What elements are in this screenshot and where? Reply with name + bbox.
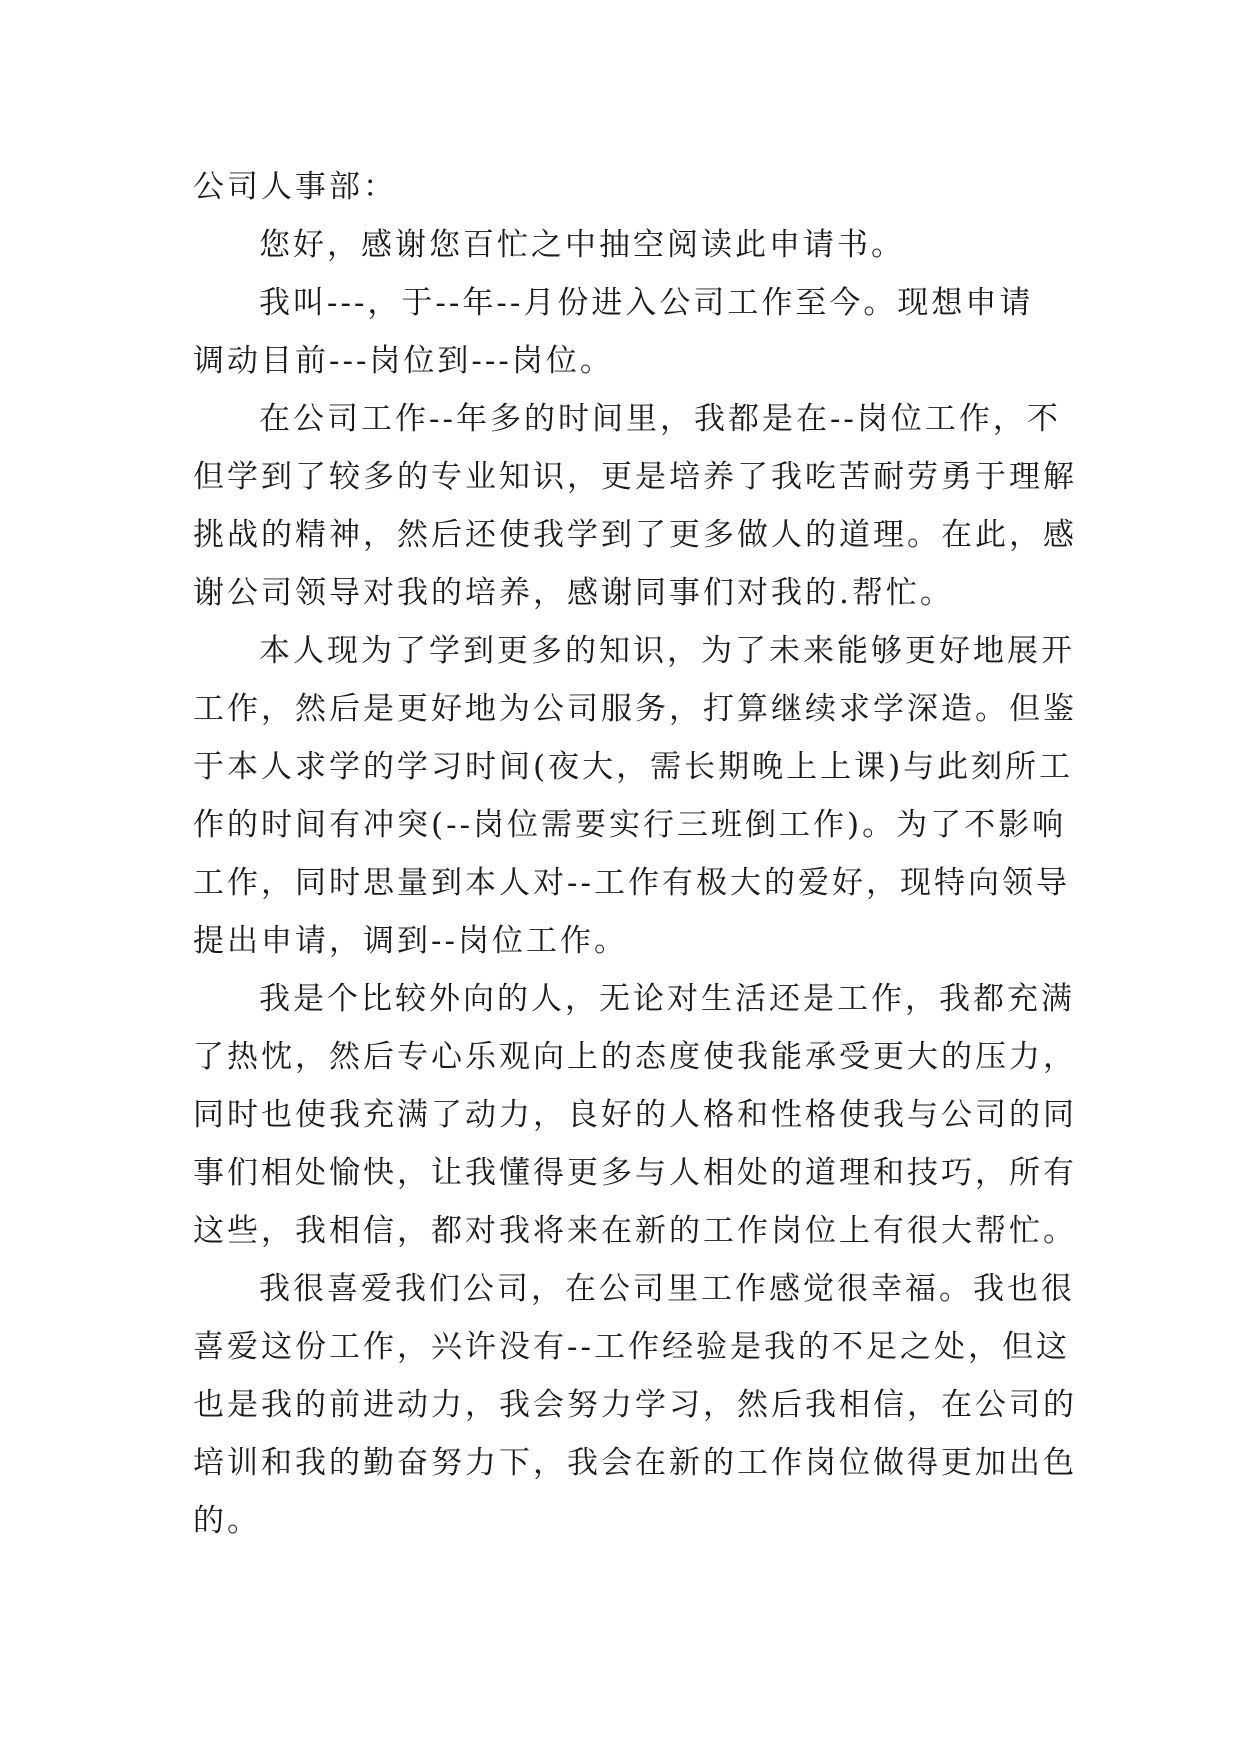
paragraph-line: 调动目前---岗位到---岗位。 xyxy=(193,343,614,379)
paragraph-line: 您好，感谢您百忙之中抽空阅读此申请书。 xyxy=(259,227,905,263)
paragraph-line: 培训和我的勤奋努力下，我会在新的工作岗位做得更加出色 xyxy=(193,1445,1077,1481)
paragraph-line: 喜爱这份工作，兴许没有--工作经验是我的不足之处，但这 xyxy=(193,1329,1070,1365)
paragraph-line: 于本人求学的学习时间(夜大，需长期晚上上课)与此刻所工 xyxy=(193,749,1074,785)
paragraph-line: 同时也使我充满了动力，良好的人格和性格使我与公司的同 xyxy=(193,1097,1077,1133)
paragraph-experience xyxy=(193,390,1077,622)
paragraph-line: 了热忱，然后专心乐观向上的态度使我能承受更大的压力， xyxy=(193,1039,1077,1075)
paragraph-line: 工作，同时思量到本人对--工作有极大的爱好，现特向领导 xyxy=(193,865,1070,901)
paragraph-line: 事们相处愉快，让我懂得更多与人相处的道理和技巧，所有 xyxy=(193,1155,1077,1191)
paragraph-greeting xyxy=(193,216,1073,274)
paragraph-line: 我很喜爱我们公司，在公司里工作感觉很幸福。我也很 xyxy=(259,1271,1075,1307)
paragraph-line: 作的时间有冲突(--岗位需要实行三班倒工作)。为了不影响 xyxy=(193,807,1067,843)
paragraph-line: 这些，我相信，都对我将来在新的工作岗位上有很大帮忙。 xyxy=(193,1213,1077,1249)
paragraph-closing xyxy=(193,1260,1077,1550)
salutation: 公司人事部： xyxy=(193,169,397,205)
letter-body xyxy=(193,158,1077,1550)
paragraph-line: 提出申请，调到--岗位工作。 xyxy=(193,923,628,959)
paragraph-line: 但学到了较多的专业知识，更是培养了我吃苦耐劳勇于理解 xyxy=(193,459,1077,495)
paragraph-line: 工作，然后是更好地为公司服务，打算继续求学深造。但鉴 xyxy=(193,691,1077,727)
paragraph-personality xyxy=(193,970,1077,1260)
paragraph-reason xyxy=(193,622,1077,970)
paragraph-line: 的。 xyxy=(193,1503,261,1539)
paragraph-line: 谢公司领导对我的培养，感谢同事们对我的.帮忙。 xyxy=(193,575,954,611)
paragraph-line: 我是个比较外向的人，无论对生活还是工作，我都充满 xyxy=(259,981,1075,1017)
paragraph-line: 也是我的前进动力，我会努力学习，然后我相信，在公司的 xyxy=(193,1387,1077,1423)
paragraph-line: 本人现为了学到更多的知识，为了未来能够更好地展开 xyxy=(259,633,1075,669)
paragraph-line: 我叫---，于--年--月份进入公司工作至今。现想申请 xyxy=(259,285,1034,321)
paragraph-introduction xyxy=(193,274,1073,390)
paragraph-line: 挑战的精神，然后还使我学到了更多做人的道理。在此，感 xyxy=(193,517,1077,553)
paragraph-line: 在公司工作--年多的时间里，我都是在--岗位工作，不 xyxy=(259,401,1061,437)
